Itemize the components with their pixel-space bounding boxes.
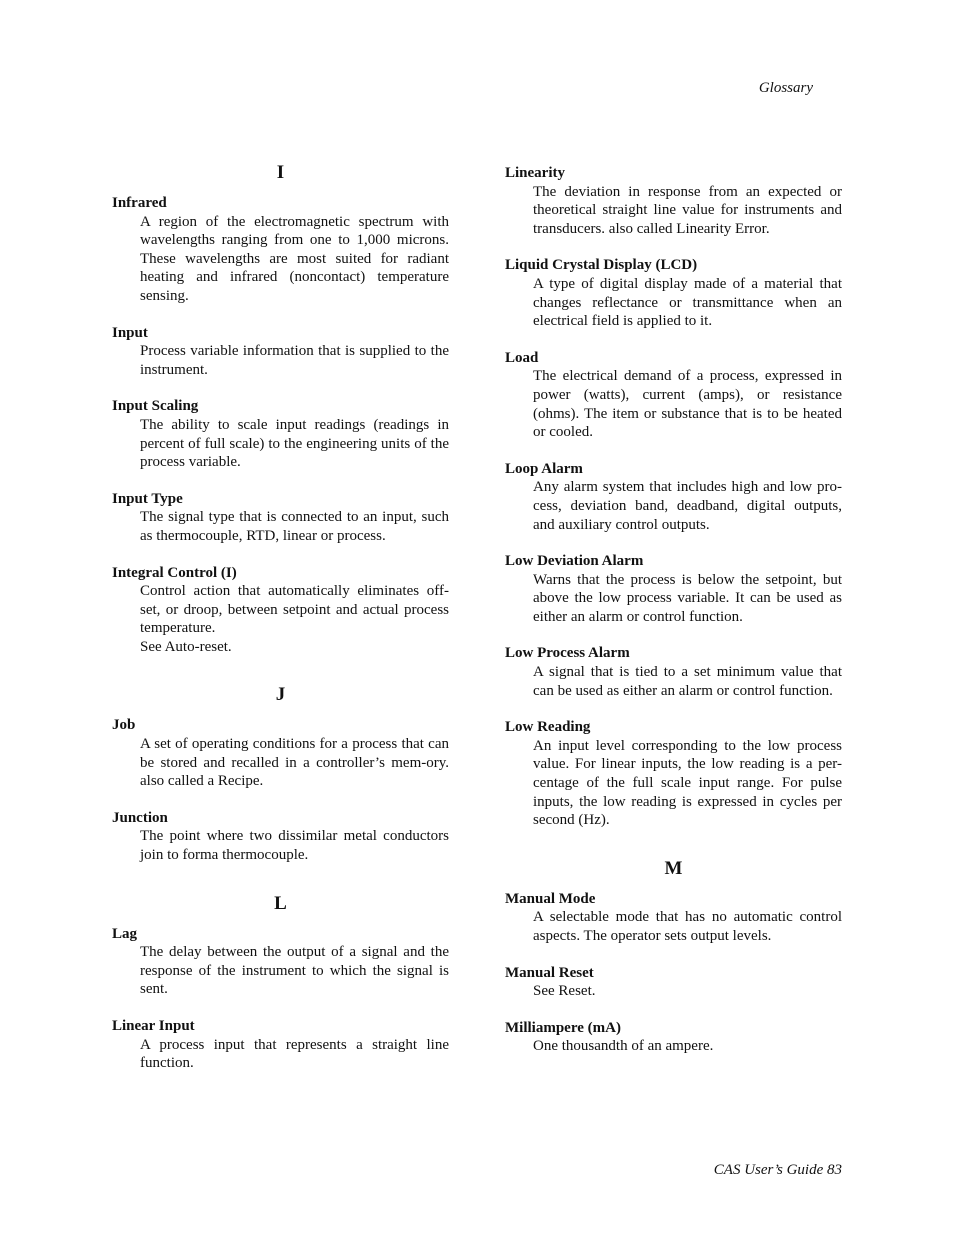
glossary-definition: A process input that represents a straight line function.	[140, 1036, 449, 1072]
glossary-definition: The delay between the output of a signal and the response of the instrument to which the signal is sent.	[140, 944, 449, 998]
glossary-entry	[505, 964, 842, 1001]
glossary-term: Input	[112, 324, 148, 341]
glossary-term: Input Scaling	[112, 398, 199, 415]
section-letter-i: I	[276, 162, 285, 183]
running-header: Glossary	[758, 80, 813, 96]
glossary-entry	[112, 1017, 449, 1073]
glossary-term: Junction	[112, 809, 168, 826]
glossary-entry	[112, 564, 449, 657]
glossary-definition: The point where two dissimilar metal conductors join to forma thermocouple.	[140, 828, 449, 864]
glossary-definition: Control action that automatically eliminates off-set, or droop, between setpoint and actual process temperature. See Auto-reset.	[140, 583, 449, 655]
glossary-entry	[112, 194, 449, 306]
glossary-term: Loop Alarm	[505, 460, 583, 477]
glossary-entry	[505, 460, 842, 534]
glossary-term: Low Process Alarm	[505, 645, 630, 662]
glossary-term: Manual Mode	[505, 890, 596, 907]
glossary-term: Low Deviation Alarm	[505, 553, 644, 570]
glossary-entry	[112, 809, 449, 865]
section-letter-m: M	[664, 857, 683, 879]
glossary-definition: The electrical demand of a process, expressed in power (watts), current (amps), or resistance (ohms). The item or substance that is to be heated or cooled.	[533, 368, 842, 441]
glossary-term: Input Type	[112, 490, 183, 507]
glossary-definition: A selectable mode that has no automatic control aspects. The operator sets output levels.	[533, 909, 842, 944]
glossary-term: Linearity	[505, 165, 565, 181]
glossary-entry	[505, 890, 842, 946]
section-letter-l: L	[274, 892, 287, 914]
glossary-entry	[505, 256, 842, 330]
glossary-definition: Any alarm system that includes high and low pro-cess, deviation band, deadband, digital outputs, and auxiliary control outputs.	[533, 479, 842, 533]
page-footer: CAS User’s Guide 83	[713, 1162, 842, 1178]
right-column	[505, 162, 842, 1056]
glossary-definition: One thousandth of an ampere.	[533, 1038, 714, 1055]
glossary-definition: A signal that is tied to a set minimum value that can be used as either an alarm or control function.	[533, 664, 842, 699]
glossary-entry	[505, 164, 842, 238]
glossary-entry	[505, 1019, 842, 1056]
glossary-term: Job	[112, 717, 136, 734]
section-letter-j: J	[275, 684, 286, 706]
glossary-entry	[112, 490, 449, 546]
glossary-definition: A set of operating conditions for a process that can be stored and recalled in a controller’s mem-ory. also called a Recipe.	[140, 736, 449, 790]
glossary-term: Infrared	[112, 195, 167, 211]
glossary-definition: The signal type that is connected to an input, such as thermocouple, RTD, linear or process.	[140, 509, 449, 544]
glossary-entry	[112, 397, 449, 471]
left-column	[112, 162, 449, 1073]
glossary-definition: A region of the electromagnetic spectrum with wavelengths ranging from one to 1,000 microns. These wavelengths are most suited for radiant heating and infrared (noncontact) temperature sensing.	[140, 213, 449, 304]
glossary-entry	[505, 718, 842, 830]
glossary-definition: See Reset.	[533, 983, 596, 1000]
glossary-entry	[112, 324, 449, 380]
glossary-definition: An input level corresponding to the low process value. For linear inputs, the low reading is a per-centage of the full scale input range. For pulse inputs, the low reading is expressed in cycles per second (Hz).	[533, 737, 842, 829]
glossary-entry	[505, 349, 842, 442]
glossary-term: Integral Control (I)	[112, 564, 237, 581]
glossary-term: Milliampere (mA)	[505, 1019, 621, 1036]
glossary-definition: The deviation in response from an expected or theoretical straight line value for instruments and transducers. also called Linearity Error.	[533, 183, 842, 237]
glossary-definition: Warns that the process is below the setpoint, but above the low process variable. It can be used as either an alarm or control function.	[533, 571, 842, 625]
glossary-term: Linear Input	[112, 1018, 195, 1034]
glossary-entry	[112, 716, 449, 790]
glossary-term: Manual Reset	[505, 964, 594, 981]
glossary-entry	[505, 644, 842, 700]
glossary-term: Load	[505, 349, 539, 366]
glossary-entry	[505, 552, 842, 626]
glossary-term: Low Reading	[505, 719, 591, 736]
glossary-definition: A type of digital display made of a material that changes reflectance or transmittance when an electrical field is applied to it.	[533, 275, 842, 330]
glossary-definition: Process variable information that is supplied to the instrument.	[140, 343, 449, 378]
glossary-term: Lag	[112, 925, 138, 942]
glossary-term: Liquid Crystal Display (LCD)	[505, 257, 698, 274]
glossary-definition: The ability to scale input readings (readings in percent of full scale) to the engineering units of the process variable.	[140, 416, 449, 471]
glossary-entry	[112, 925, 449, 999]
